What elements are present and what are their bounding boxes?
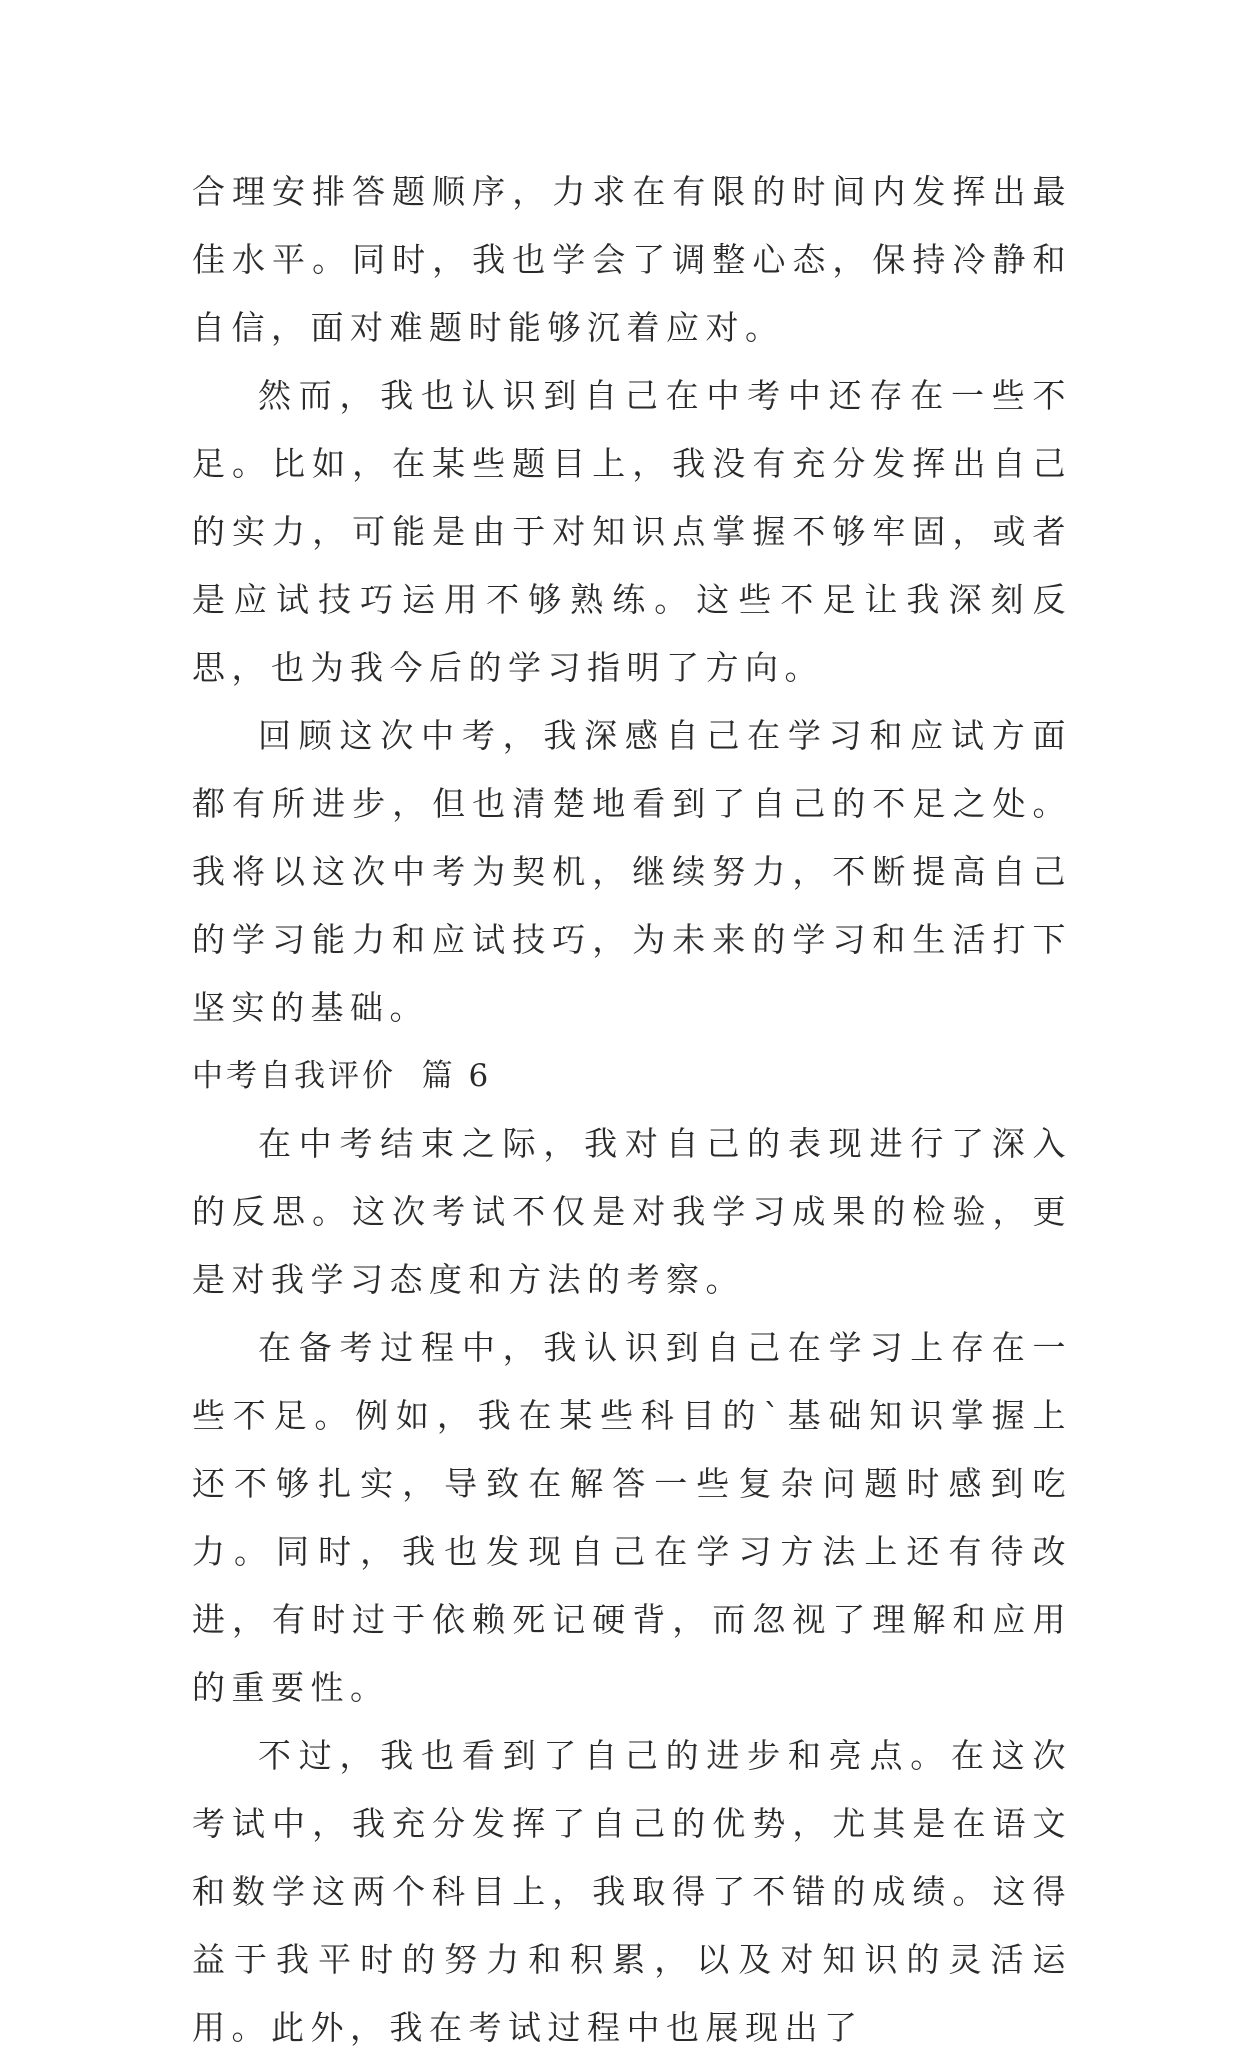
document-body bbox=[192, 158, 1072, 2062]
paragraph-5: 在备考过程中，我认识到自己在学习上存在一些不足。例如，我在某些科目的`基础知识掌握上还不够扎实，导致在解答一些复杂问题时感到吃力。同时，我也发现自己在学习方法上还有待改进，有时过于依赖死记硬背，而忽视了理解和应用的重要性。 bbox=[192, 1328, 1072, 1707]
paragraph-2: 然而，我也认识到自己在中考中还存在一些不足。比如，在某些题目上，我没有充分发挥出自己的实力，可能是由于对知识点掌握不够牢固，或者是应试技巧运用不够熟练。这些不足让我深刻反思，也为我今后的学习指明了方向。 bbox=[192, 376, 1072, 687]
paragraph-1: 合理安排答题顺序，力求在有限的时间内发挥出最佳水平。同时，我也学会了调整心态，保持冷静和自信，面对难题时能够沉着应对。 bbox=[192, 172, 1072, 347]
paragraph-3: 回顾这次中考，我深感自己在学习和应试方面都有所进步，但也清楚地看到了自己的不足之处。我将以这次中考为契机，继续努力，不断提高自己的学习能力和应试技巧，为未来的学习和生活打下坚实的基础。 bbox=[192, 716, 1072, 1027]
section-heading: 中考自我评价 篇 6 bbox=[192, 1058, 492, 1094]
paragraph-4: 在中考结束之际，我对自己的表现进行了深入的反思。这次考试不仅是对我学习成果的检验，更是对我学习态度和方法的考察。 bbox=[192, 1124, 1072, 1299]
paragraph-6: 不过，我也看到了自己的进步和亮点。在这次考试中，我充分发挥了自己的优势，尤其是在语文和数学这两个科目上，我取得了不错的成绩。这得益于我平时的努力和积累，以及对知识的灵活运用。此外，我在考试过程中也展现出了 bbox=[192, 1736, 1072, 2047]
